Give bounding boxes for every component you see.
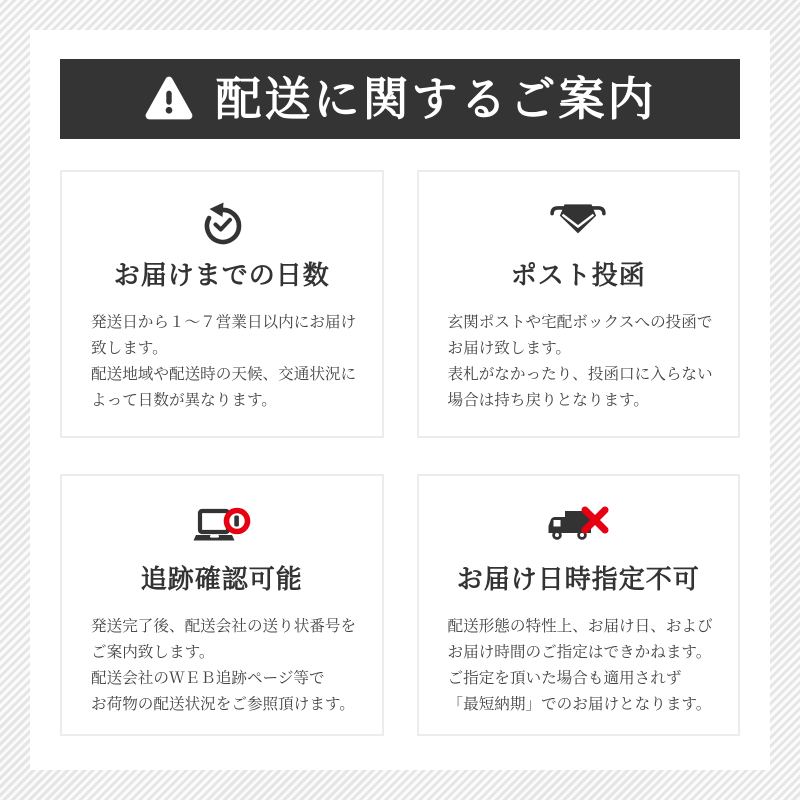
card-title: ポスト投函 (510, 260, 646, 290)
card-title: お届け日時指定不可 (456, 564, 700, 594)
card-title: 追跡確認可能 (140, 564, 303, 594)
laptop-tracking-icon (192, 502, 252, 554)
card-body: 発送完了後、配送会社の送り状番号を ご案内致します。 配送会社のＷＥＢ追跡ページ等で お荷物の配送状況をご参照頂けます。 (91, 617, 357, 713)
notice-title: 配送に関するご案内 (215, 73, 657, 125)
card-title: お届けまでの日数 (113, 260, 330, 290)
card-tracking-available (60, 474, 384, 736)
card-no-date-time (417, 474, 741, 736)
info-card-grid (60, 170, 740, 736)
notice-header (60, 59, 740, 139)
card-body: 玄関ポストや宅配ボックスへの投函で お届け致します。 表札がなかったり、投函口に入らない 場合は持ち戻りとなります。 (447, 313, 713, 409)
truck-prohibited-icon (546, 502, 610, 554)
mail-slot-icon (549, 198, 607, 250)
card-post-drop (417, 170, 741, 438)
clock-history-icon (196, 198, 248, 250)
card-delivery-days (60, 170, 384, 438)
card-body: 配送形態の特性上、お届け日、および お届け時間のご指定はできかねます。 ご指定を頂いた場合も適用されず 「最短納期」でのお届けとなります。 (447, 617, 713, 713)
card-body: 発送日から１～７営業日以内にお届け 致します。 配送地域や配送時の天候、交通状況に よって日数が異なります。 (91, 313, 357, 409)
warning-triangle-icon (144, 74, 194, 124)
shipping-notice-panel (30, 30, 770, 770)
